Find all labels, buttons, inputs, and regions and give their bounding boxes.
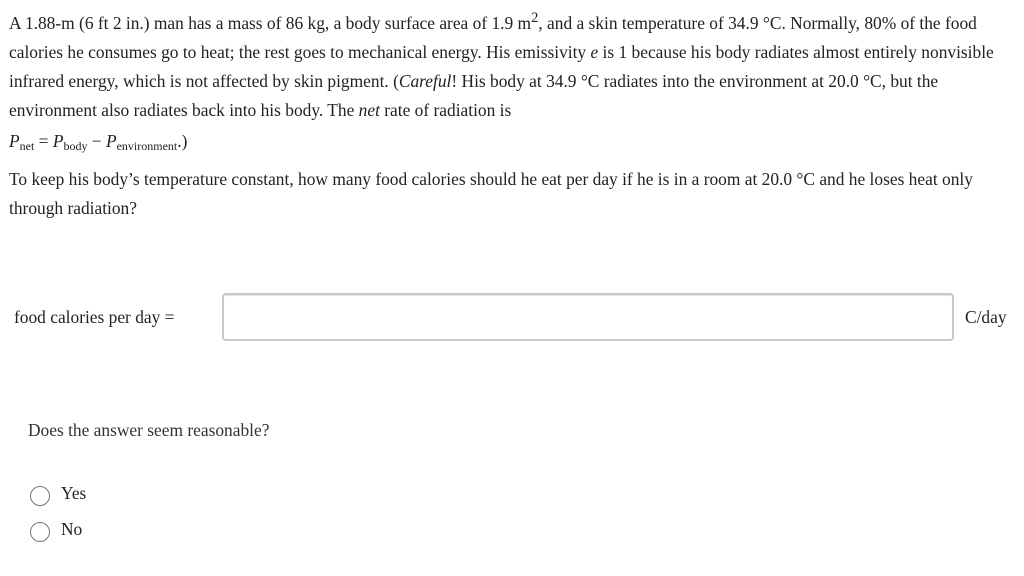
formula-subscript: environment [116,138,178,153]
radio-no[interactable] [30,522,50,542]
careful-emphasis: Careful [398,70,452,91]
formula-subscript: body [63,138,88,153]
formula-symbol: P [52,130,64,151]
option-yes-label: Yes [61,483,87,503]
formula-operator: − [87,130,106,151]
formula-symbol: P [105,130,117,151]
option-no-label: No [61,519,83,539]
problem-paragraph [9,4,1015,125]
problem-text: rate of radiation is [379,99,512,120]
unit-label: C/day [965,307,1007,327]
formula-operator: .) [177,130,188,151]
problem-text: , and a skin temperature of 34.9 °C. Normally, 80% of the food calories he consumes go to heat; the rest goes to mechanical energy. His emissivity [9,12,977,62]
answer-label: food calories per day = [14,307,175,327]
formula-subscript: net [19,138,35,153]
emissivity-symbol: e [590,41,599,62]
radio-yes[interactable] [30,486,50,506]
superscript: 2 [531,10,539,26]
formula-symbol: P [9,130,20,151]
problem-statement [9,4,1015,223]
radiation-formula [9,127,1015,156]
net-emphasis: net [358,99,380,120]
problem-text: ! His body at 34.9 °C radiates into the environment at 20.0 °C, but the environment also radiates back into his body. The [9,70,939,120]
reasonable-question: Does the answer seem reasonable? [28,420,270,440]
problem-text: A 1.88-m (6 ft 2 in.) man has a mass of 86 kg, a body surface area of 1.9 m [9,12,532,33]
food-calories-input[interactable] [222,293,954,341]
formula-operator: = [34,130,53,151]
problem-text: is 1 because his body radiates almost entirely nonvisible infrared energy, which is not affected by skin pigment. ( [9,41,994,91]
question-text: To keep his body’s temperature constant, how many food calories should he eat per day if he is in a room at 20.0 °C and he loses heat only through radiation? [9,168,973,218]
answer-row [14,293,1012,339]
